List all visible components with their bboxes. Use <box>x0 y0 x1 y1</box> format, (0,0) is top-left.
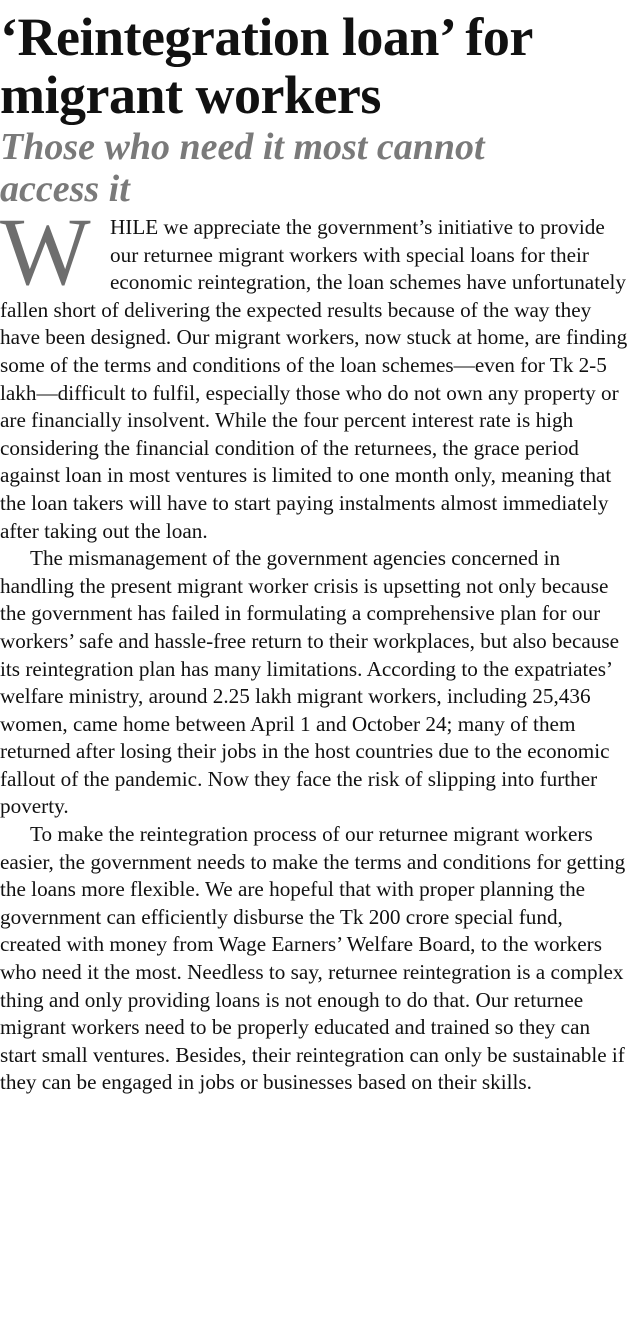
article-subheadline: Those who need it most cannot access it <box>0 126 485 210</box>
lead-word: HILE <box>110 215 159 239</box>
paragraph-1 <box>0 198 629 545</box>
paragraph-2: The mismanagement of the government agencies concerned in handling the present migrant worker crisis is upsetting not only because the government has failed in formulating a comprehensive plan for our workers’ safe and hassle-free return to their workplaces, but also because its reintegration plan has many limitations. According to the expatriates’ welfare ministry, around 2.25 lakh migrant workers, including 25,436 women, came home between April 1 and October 24; many of them returned after losing their jobs in the host countries due to the economic fallout of the pandemic. Now they face the risk of slipping into further poverty. <box>0 546 620 819</box>
drop-cap: W <box>0 198 91 305</box>
article-headline: ‘Reintegration loan’ for migrant workers <box>0 7 532 125</box>
paragraph-1-text: we appreciate the government’s initiative to provide our returnee migrant workers with special loans for their economic reintegration, the loan schemes have unfortunately fallen short of delivering the expected results because of the way they have been designed. Our migrant workers, now stuck at home, are finding some of the terms and conditions of the loan schemes—even for Tk 2-5 lakh—difficult to fulfil, especially those who do not own any property or are financially insolvent. While the four percent interest rate is high considering the financial condition of the returnees, the grace period against loan in most ventures is limited to one month only, meaning that the loan takers will have to start paying instalments almost immediately after taking out the loan. <box>0 215 628 543</box>
article-body <box>0 198 629 1097</box>
paragraph-3: To make the reintegration process of our returnee migrant workers easier, the government needs to make the terms and conditions for getting the loans more flexible. We are hopeful that with proper planning the government can efficiently disburse the Tk 200 crore special fund, created with money from Wage Earners’ Welfare Board, to the workers who need it the most. Needless to say, returnee reintegration is a complex thing and only providing loans is not enough to do that. Our returnee migrant workers need to be properly educated and trained so they can start small ventures. Besides, their reintegration can only be sustainable if they can be engaged in jobs or businesses based on their skills. <box>0 822 626 1095</box>
